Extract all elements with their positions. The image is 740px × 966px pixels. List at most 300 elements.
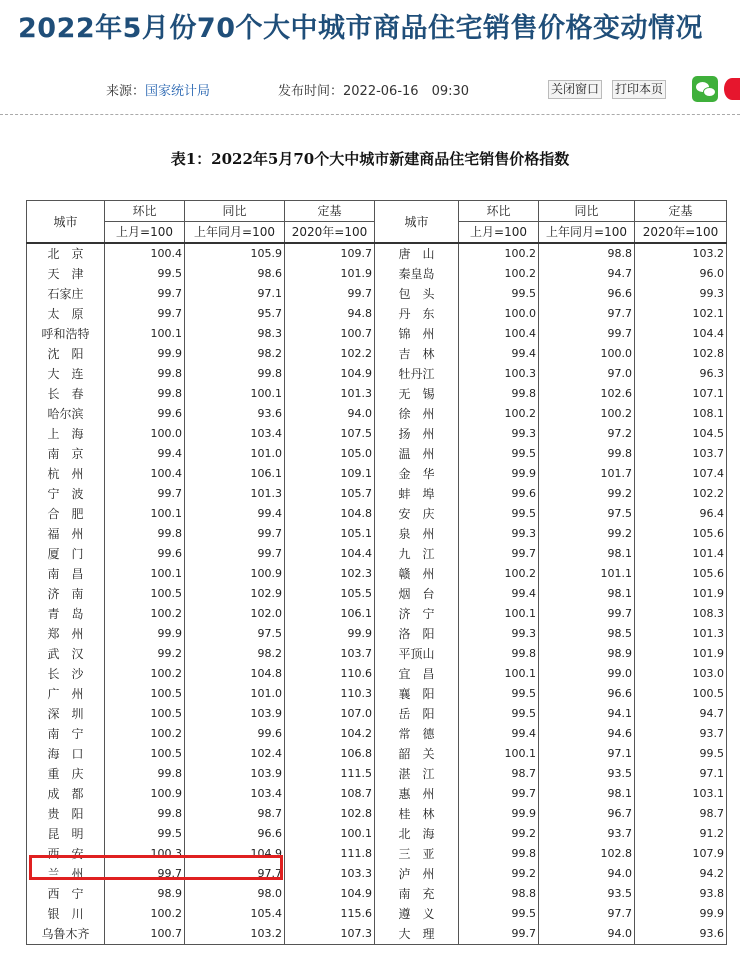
left-base-cell: 107.0 — [285, 704, 375, 724]
left-yoy-cell: 103.4 — [185, 424, 285, 444]
left-base-cell: 99.9 — [285, 624, 375, 644]
subheader-yoy-left: 上年同月=100 — [185, 222, 285, 244]
left-base-cell: 111.5 — [285, 764, 375, 784]
left-city-cell: 北 京 — [27, 243, 105, 264]
left-yoy-cell: 98.2 — [185, 344, 285, 364]
right-city-cell: 济 宁 — [375, 604, 459, 624]
right-yoy-cell: 93.5 — [539, 764, 635, 784]
left-city-cell: 呼和浩特 — [27, 324, 105, 344]
table-row — [27, 684, 727, 704]
left-base-cell: 101.9 — [285, 264, 375, 284]
left-base-cell: 103.3 — [285, 864, 375, 884]
right-yoy-cell: 97.7 — [539, 304, 635, 324]
highlight-box — [29, 855, 283, 880]
table-row — [27, 464, 727, 484]
header-yoy-right: 同比 — [539, 201, 635, 222]
subheader-base-right: 2020年=100 — [635, 222, 727, 244]
left-base-cell: 100.1 — [285, 824, 375, 844]
table-row — [27, 504, 727, 524]
table-body — [27, 243, 727, 945]
table-row — [27, 584, 727, 604]
left-city-cell: 长 沙 — [27, 664, 105, 684]
left-city-cell: 哈尔滨 — [27, 404, 105, 424]
right-yoy-cell: 102.8 — [539, 844, 635, 864]
left-mom-cell: 99.8 — [105, 384, 185, 404]
right-mom-cell: 100.1 — [459, 664, 539, 684]
table-row — [27, 404, 727, 424]
left-city-cell: 贵 阳 — [27, 804, 105, 824]
right-yoy-cell: 93.7 — [539, 824, 635, 844]
right-base-cell: 97.1 — [635, 764, 727, 784]
right-mom-cell: 100.4 — [459, 324, 539, 344]
table-row — [27, 744, 727, 764]
left-city-cell: 青 岛 — [27, 604, 105, 624]
right-mom-cell: 99.6 — [459, 484, 539, 504]
right-city-cell: 洛 阳 — [375, 624, 459, 644]
right-city-cell: 北 海 — [375, 824, 459, 844]
left-yoy-cell: 102.9 — [185, 584, 285, 604]
left-mom-cell: 100.5 — [105, 744, 185, 764]
right-city-cell: 包 头 — [375, 284, 459, 304]
right-yoy-cell: 94.0 — [539, 924, 635, 945]
right-city-cell: 平顶山 — [375, 644, 459, 664]
right-base-cell: 102.1 — [635, 304, 727, 324]
right-city-cell: 烟 台 — [375, 584, 459, 604]
right-base-cell: 102.8 — [635, 344, 727, 364]
left-mom-cell: 99.7 — [105, 304, 185, 324]
left-city-cell: 石家庄 — [27, 284, 105, 304]
right-base-cell: 103.7 — [635, 444, 727, 464]
left-yoy-cell: 97.7 — [185, 864, 285, 884]
table-row — [27, 604, 727, 624]
right-base-cell: 107.9 — [635, 844, 727, 864]
left-mom-cell: 100.7 — [105, 924, 185, 945]
right-base-cell: 101.9 — [635, 644, 727, 664]
left-base-cell: 100.7 — [285, 324, 375, 344]
subheader-base-left: 2020年=100 — [285, 222, 375, 244]
right-yoy-cell: 102.6 — [539, 384, 635, 404]
right-city-cell: 丹 东 — [375, 304, 459, 324]
left-mom-cell: 100.4 — [105, 464, 185, 484]
left-yoy-cell: 99.4 — [185, 504, 285, 524]
left-city-cell: 武 汉 — [27, 644, 105, 664]
right-base-cell: 103.2 — [635, 243, 727, 264]
wechat-icon[interactable] — [692, 76, 718, 102]
left-mom-cell: 99.7 — [105, 864, 185, 884]
right-city-cell: 扬 州 — [375, 424, 459, 444]
table-row — [27, 764, 727, 784]
left-yoy-cell: 99.7 — [185, 524, 285, 544]
left-city-cell: 济 南 — [27, 584, 105, 604]
left-city-cell: 昆 明 — [27, 824, 105, 844]
header-yoy-left: 同比 — [185, 201, 285, 222]
left-base-cell: 102.2 — [285, 344, 375, 364]
left-yoy-cell: 103.9 — [185, 704, 285, 724]
table-row — [27, 624, 727, 644]
right-yoy-cell: 97.0 — [539, 364, 635, 384]
source-label: 来源： — [106, 84, 146, 99]
publish-label: 发布时间： — [278, 84, 344, 99]
table-row — [27, 284, 727, 304]
right-mom-cell: 99.5 — [459, 704, 539, 724]
right-mom-cell: 99.5 — [459, 444, 539, 464]
right-yoy-cell: 96.7 — [539, 804, 635, 824]
right-city-cell: 吉 林 — [375, 344, 459, 364]
left-mom-cell: 100.3 — [105, 844, 185, 864]
right-mom-cell: 100.2 — [459, 243, 539, 264]
right-base-cell: 94.7 — [635, 704, 727, 724]
left-base-cell: 104.4 — [285, 544, 375, 564]
left-mom-cell: 100.2 — [105, 604, 185, 624]
right-base-cell: 93.6 — [635, 924, 727, 945]
table-row — [27, 544, 727, 564]
left-mom-cell: 100.5 — [105, 584, 185, 604]
right-base-cell: 99.9 — [635, 904, 727, 924]
right-mom-cell: 100.1 — [459, 744, 539, 764]
right-mom-cell: 99.3 — [459, 524, 539, 544]
publish-time — [278, 80, 469, 99]
source — [106, 80, 210, 99]
subheader-yoy-right: 上年同月=100 — [539, 222, 635, 244]
table-row — [27, 384, 727, 404]
left-yoy-cell: 103.9 — [185, 764, 285, 784]
left-city-cell: 乌鲁木齐 — [27, 924, 105, 945]
right-mom-cell: 99.3 — [459, 624, 539, 644]
left-city-cell: 大 连 — [27, 364, 105, 384]
left-yoy-cell: 98.7 — [185, 804, 285, 824]
left-city-cell: 西 安 — [27, 844, 105, 864]
left-yoy-cell: 105.4 — [185, 904, 285, 924]
right-yoy-cell: 97.2 — [539, 424, 635, 444]
left-mom-cell: 100.5 — [105, 704, 185, 724]
left-yoy-cell: 104.9 — [185, 844, 285, 864]
left-yoy-cell: 95.7 — [185, 304, 285, 324]
left-base-cell: 109.7 — [285, 243, 375, 264]
left-base-cell: 110.6 — [285, 664, 375, 684]
right-city-cell: 金 华 — [375, 464, 459, 484]
right-city-cell: 温 州 — [375, 444, 459, 464]
left-city-cell: 成 都 — [27, 784, 105, 804]
right-yoy-cell: 94.7 — [539, 264, 635, 284]
right-mom-cell: 99.8 — [459, 844, 539, 864]
right-mom-cell: 99.7 — [459, 784, 539, 804]
close-window-button[interactable]: 关闭窗口 — [548, 80, 602, 99]
left-base-cell: 107.3 — [285, 924, 375, 945]
right-base-cell: 91.2 — [635, 824, 727, 844]
left-city-cell: 兰 州 — [27, 864, 105, 884]
left-base-cell: 102.8 — [285, 804, 375, 824]
right-mom-cell: 99.7 — [459, 924, 539, 945]
left-yoy-cell: 96.6 — [185, 824, 285, 844]
right-base-cell: 107.4 — [635, 464, 727, 484]
print-page-button[interactable]: 打印本页 — [612, 80, 666, 99]
left-yoy-cell: 93.6 — [185, 404, 285, 424]
right-base-cell: 102.2 — [635, 484, 727, 504]
right-city-cell: 三 亚 — [375, 844, 459, 864]
divider — [0, 114, 740, 115]
right-yoy-cell: 97.5 — [539, 504, 635, 524]
right-city-cell: 襄 阳 — [375, 684, 459, 704]
right-base-cell: 99.3 — [635, 284, 727, 304]
right-yoy-cell: 99.2 — [539, 484, 635, 504]
header-city-left: 城市 — [27, 201, 105, 244]
left-yoy-cell: 98.2 — [185, 644, 285, 664]
left-mom-cell: 99.5 — [105, 824, 185, 844]
right-mom-cell: 99.4 — [459, 584, 539, 604]
right-base-cell: 101.4 — [635, 544, 727, 564]
right-base-cell: 107.1 — [635, 384, 727, 404]
left-yoy-cell: 102.0 — [185, 604, 285, 624]
table-row — [27, 424, 727, 444]
right-city-cell: 唐 山 — [375, 243, 459, 264]
left-yoy-cell: 97.1 — [185, 284, 285, 304]
right-mom-cell: 100.3 — [459, 364, 539, 384]
left-city-cell: 南 京 — [27, 444, 105, 464]
table-row — [27, 884, 727, 904]
left-city-cell: 合 肥 — [27, 504, 105, 524]
left-base-cell: 103.7 — [285, 644, 375, 664]
right-city-cell: 岳 阳 — [375, 704, 459, 724]
table-row — [27, 644, 727, 664]
right-yoy-cell: 99.2 — [539, 524, 635, 544]
left-yoy-cell: 105.9 — [185, 243, 285, 264]
right-yoy-cell: 101.7 — [539, 464, 635, 484]
left-mom-cell: 99.6 — [105, 404, 185, 424]
right-yoy-cell: 96.6 — [539, 284, 635, 304]
right-mom-cell: 99.3 — [459, 424, 539, 444]
left-base-cell: 106.8 — [285, 744, 375, 764]
right-city-cell: 无 锡 — [375, 384, 459, 404]
right-mom-cell: 100.2 — [459, 404, 539, 424]
right-yoy-cell: 99.8 — [539, 444, 635, 464]
left-base-cell: 105.0 — [285, 444, 375, 464]
right-mom-cell: 99.2 — [459, 864, 539, 884]
table-row — [27, 784, 727, 804]
right-base-cell: 108.3 — [635, 604, 727, 624]
left-city-cell: 上 海 — [27, 424, 105, 444]
right-yoy-cell: 94.0 — [539, 864, 635, 884]
left-city-cell: 杭 州 — [27, 464, 105, 484]
right-city-cell: 泸 州 — [375, 864, 459, 884]
left-city-cell: 西 宁 — [27, 884, 105, 904]
left-yoy-cell: 98.6 — [185, 264, 285, 284]
right-city-cell: 常 德 — [375, 724, 459, 744]
left-mom-cell: 99.7 — [105, 284, 185, 304]
right-mom-cell: 99.9 — [459, 804, 539, 824]
table-row — [27, 704, 727, 724]
left-yoy-cell: 100.1 — [185, 384, 285, 404]
right-yoy-cell: 98.5 — [539, 624, 635, 644]
left-mom-cell: 99.9 — [105, 344, 185, 364]
right-base-cell: 101.3 — [635, 624, 727, 644]
right-mom-cell: 99.5 — [459, 684, 539, 704]
left-mom-cell: 100.1 — [105, 504, 185, 524]
table-row — [27, 243, 727, 264]
right-base-cell: 96.3 — [635, 364, 727, 384]
right-mom-cell: 99.5 — [459, 284, 539, 304]
table-row — [27, 484, 727, 504]
article-meta — [0, 78, 740, 100]
left-base-cell: 104.9 — [285, 884, 375, 904]
left-city-cell: 厦 门 — [27, 544, 105, 564]
right-base-cell: 98.7 — [635, 804, 727, 824]
right-mom-cell: 99.2 — [459, 824, 539, 844]
right-city-cell: 湛 江 — [375, 764, 459, 784]
right-city-cell: 韶 关 — [375, 744, 459, 764]
right-yoy-cell: 99.7 — [539, 604, 635, 624]
right-base-cell: 103.1 — [635, 784, 727, 804]
left-mom-cell: 100.2 — [105, 664, 185, 684]
subheader-mom-left: 上月=100 — [105, 222, 185, 244]
price-index-table — [26, 200, 727, 945]
left-yoy-cell: 98.0 — [185, 884, 285, 904]
right-yoy-cell: 98.8 — [539, 243, 635, 264]
right-yoy-cell: 96.6 — [539, 684, 635, 704]
header-base-left: 定基 — [285, 201, 375, 222]
right-yoy-cell: 98.9 — [539, 644, 635, 664]
left-mom-cell: 100.4 — [105, 243, 185, 264]
left-base-cell: 110.3 — [285, 684, 375, 704]
right-city-cell: 安 庆 — [375, 504, 459, 524]
left-city-cell: 福 州 — [27, 524, 105, 544]
table-row — [27, 904, 727, 924]
right-city-cell: 赣 州 — [375, 564, 459, 584]
right-mom-cell: 100.2 — [459, 264, 539, 284]
left-mom-cell: 99.2 — [105, 644, 185, 664]
table-row — [27, 364, 727, 384]
table-row — [27, 564, 727, 584]
left-city-cell: 银 川 — [27, 904, 105, 924]
right-city-cell: 徐 州 — [375, 404, 459, 424]
left-base-cell: 107.5 — [285, 424, 375, 444]
left-mom-cell: 99.7 — [105, 484, 185, 504]
left-yoy-cell: 103.2 — [185, 924, 285, 945]
right-mom-cell: 99.8 — [459, 644, 539, 664]
right-yoy-cell: 93.5 — [539, 884, 635, 904]
left-base-cell: 94.0 — [285, 404, 375, 424]
table-caption: 表1：2022年5月70个大中城市新建商品住宅销售价格指数 — [170, 150, 570, 168]
weibo-icon[interactable] — [724, 78, 740, 100]
left-mom-cell: 100.1 — [105, 324, 185, 344]
right-yoy-cell: 94.6 — [539, 724, 635, 744]
left-city-cell: 天 津 — [27, 264, 105, 284]
left-base-cell: 104.8 — [285, 504, 375, 524]
left-mom-cell: 99.4 — [105, 444, 185, 464]
left-yoy-cell: 99.8 — [185, 364, 285, 384]
left-mom-cell: 99.6 — [105, 544, 185, 564]
left-mom-cell: 100.1 — [105, 564, 185, 584]
left-base-cell: 104.2 — [285, 724, 375, 744]
left-yoy-cell: 101.0 — [185, 684, 285, 704]
left-yoy-cell: 101.0 — [185, 444, 285, 464]
left-base-cell: 99.7 — [285, 284, 375, 304]
right-mom-cell: 99.4 — [459, 724, 539, 744]
left-city-cell: 长 春 — [27, 384, 105, 404]
left-base-cell: 106.1 — [285, 604, 375, 624]
right-city-cell: 宜 昌 — [375, 664, 459, 684]
left-base-cell: 102.3 — [285, 564, 375, 584]
right-mom-cell: 100.2 — [459, 564, 539, 584]
left-city-cell: 宁 波 — [27, 484, 105, 504]
table-row — [27, 264, 727, 284]
table-row — [27, 724, 727, 744]
left-yoy-cell: 101.3 — [185, 484, 285, 504]
left-yoy-cell: 98.3 — [185, 324, 285, 344]
right-base-cell: 96.4 — [635, 504, 727, 524]
right-base-cell: 105.6 — [635, 564, 727, 584]
left-base-cell: 109.1 — [285, 464, 375, 484]
right-yoy-cell: 100.0 — [539, 344, 635, 364]
left-mom-cell: 100.5 — [105, 684, 185, 704]
left-base-cell: 105.7 — [285, 484, 375, 504]
right-city-cell: 大 理 — [375, 924, 459, 945]
right-yoy-cell: 98.1 — [539, 784, 635, 804]
right-yoy-cell: 101.1 — [539, 564, 635, 584]
left-city-cell: 南 宁 — [27, 724, 105, 744]
table-row — [27, 824, 727, 844]
right-city-cell: 九 江 — [375, 544, 459, 564]
left-mom-cell: 99.8 — [105, 804, 185, 824]
left-city-cell: 重 庆 — [27, 764, 105, 784]
right-city-cell: 牡丹江 — [375, 364, 459, 384]
left-mom-cell: 100.2 — [105, 724, 185, 744]
table-row — [27, 304, 727, 324]
left-mom-cell: 100.0 — [105, 424, 185, 444]
left-base-cell: 111.8 — [285, 844, 375, 864]
right-base-cell: 96.0 — [635, 264, 727, 284]
right-yoy-cell: 98.1 — [539, 584, 635, 604]
table-row — [27, 344, 727, 364]
left-mom-cell: 99.5 — [105, 264, 185, 284]
right-city-cell: 秦皇岛 — [375, 264, 459, 284]
publish-time-value: 2022-06-16 09:30 — [343, 84, 470, 99]
right-base-cell: 108.1 — [635, 404, 727, 424]
right-mom-cell: 99.4 — [459, 344, 539, 364]
right-yoy-cell: 97.7 — [539, 904, 635, 924]
left-mom-cell: 99.9 — [105, 624, 185, 644]
right-mom-cell: 99.5 — [459, 904, 539, 924]
right-yoy-cell: 97.1 — [539, 744, 635, 764]
left-mom-cell: 99.8 — [105, 764, 185, 784]
source-link[interactable]: 国家统计局 — [145, 84, 211, 99]
table-row — [27, 524, 727, 544]
left-base-cell: 115.6 — [285, 904, 375, 924]
right-base-cell: 100.5 — [635, 684, 727, 704]
right-yoy-cell: 99.0 — [539, 664, 635, 684]
left-mom-cell: 99.8 — [105, 524, 185, 544]
left-mom-cell: 98.9 — [105, 884, 185, 904]
right-mom-cell: 100.0 — [459, 304, 539, 324]
right-mom-cell: 99.8 — [459, 384, 539, 404]
right-base-cell: 94.2 — [635, 864, 727, 884]
left-yoy-cell: 99.7 — [185, 544, 285, 564]
left-base-cell: 94.8 — [285, 304, 375, 324]
left-yoy-cell: 100.9 — [185, 564, 285, 584]
right-mom-cell: 98.7 — [459, 764, 539, 784]
right-base-cell: 103.0 — [635, 664, 727, 684]
right-base-cell: 93.7 — [635, 724, 727, 744]
right-mom-cell: 100.1 — [459, 604, 539, 624]
left-city-cell: 太 原 — [27, 304, 105, 324]
right-mom-cell: 99.7 — [459, 544, 539, 564]
right-mom-cell: 99.5 — [459, 504, 539, 524]
left-yoy-cell: 104.8 — [185, 664, 285, 684]
left-base-cell: 104.9 — [285, 364, 375, 384]
left-yoy-cell: 99.6 — [185, 724, 285, 744]
left-city-cell: 海 口 — [27, 744, 105, 764]
left-mom-cell: 100.9 — [105, 784, 185, 804]
right-base-cell: 101.9 — [635, 584, 727, 604]
